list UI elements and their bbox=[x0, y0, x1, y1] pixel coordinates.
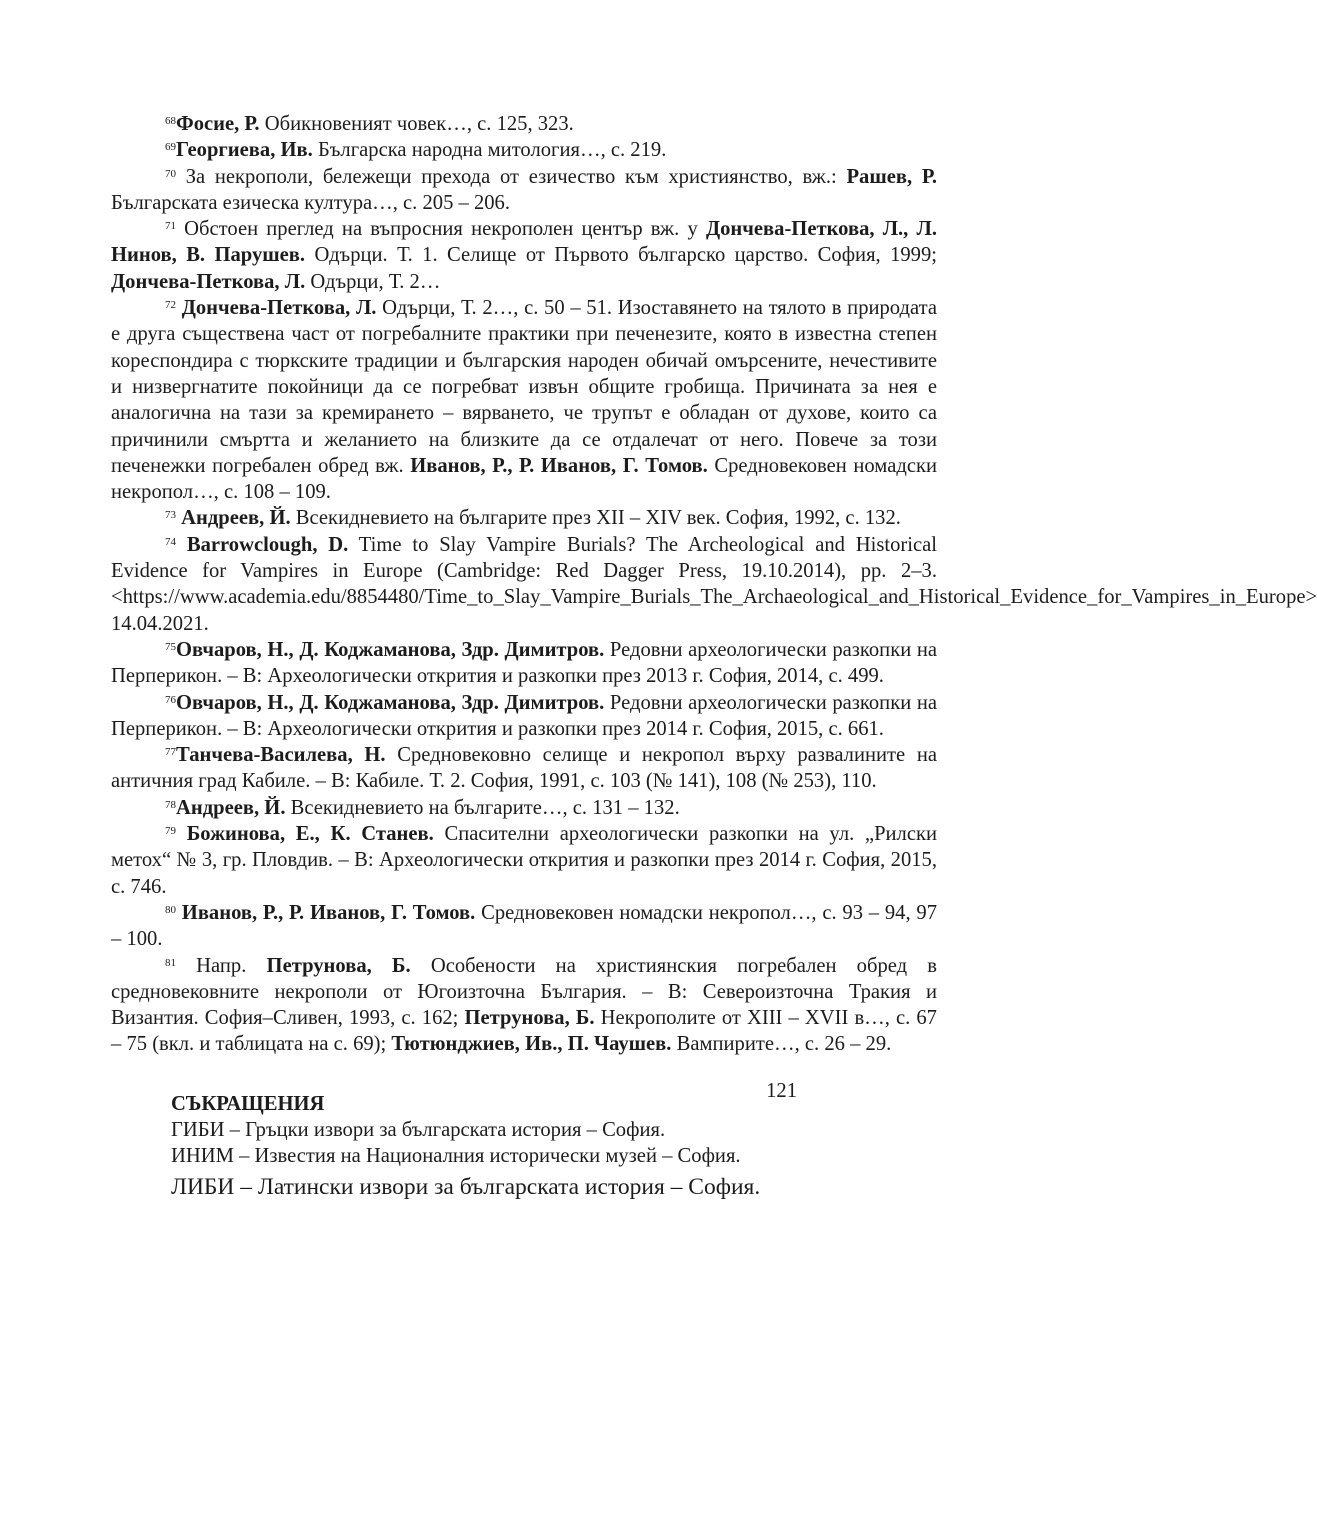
footnote-text: Българската езическа култура…, с. 205 – 206. bbox=[111, 191, 510, 214]
footnote-79 bbox=[111, 821, 937, 900]
footnote-text: Одърци, Т. 2… bbox=[305, 270, 441, 293]
author-name: Андреев, Й. bbox=[176, 796, 286, 819]
footnote-text: Българска народна митология…, с. 219. bbox=[312, 139, 667, 162]
footnote-text: Напр. bbox=[176, 954, 267, 977]
author-name: Рашев, Р. bbox=[846, 165, 937, 188]
author-name: Дончева-Петкова, Л., Л. Нинов, В. Парушев. bbox=[111, 218, 937, 267]
footnote-76 bbox=[111, 690, 937, 743]
footnote-number: 79 bbox=[165, 824, 176, 837]
footnote-number: 76 bbox=[165, 693, 176, 706]
abbreviation-item: ГИБИ – Гръцки извори за българската история – София. bbox=[171, 1118, 666, 1141]
footnote-text: Средновековно селище и некропол върху развалините на античния град Кабиле. – В: Кабиле. Т. 2. София, 1991, с. 103 (№ 141), 108 (№ 253), 110. bbox=[111, 744, 937, 793]
footnote-number: 74 bbox=[165, 535, 176, 548]
abbreviations-section bbox=[111, 1091, 937, 1202]
footnote-68 bbox=[111, 111, 937, 137]
footnote-text: Одърци, Т. 2…, с. 50 – 51. Изоставянето на тялото в природата е друга съществена част от погребалните практики при печенезите, която в известна степен кореспондира с тюркските традиции и българския народен обичай омърсените, нечестивите и низвергнатите покойници да се погребват извън общите гробища. Причината за нея е аналогична на тази за кремирането – вярването, че трупът е обладан от духове, които са причинили смъртта и желанието на близките да се отдалечат от него. Повече за този печенежки погребален обред вж. bbox=[111, 297, 937, 477]
footnote-71 bbox=[111, 216, 937, 295]
footnote-text: Всекидневието на българите…, с. 131 – 132. bbox=[285, 796, 680, 819]
footnote-text bbox=[176, 534, 187, 556]
author-name: Божинова, Е., К. Станев. bbox=[186, 823, 434, 846]
footnote-text: Спасителни археологически разкопки на ул. „Рилски метох“ № 3, гр. Пловдив. – В: Археологически открития и разкопки през 2014 г. София, 2015, с. 746. bbox=[111, 823, 937, 898]
footnote-78 bbox=[111, 795, 937, 821]
footnote-number: 71 bbox=[165, 220, 176, 233]
author-name: Петрунова, Б. bbox=[464, 1007, 595, 1030]
page-number: 121 bbox=[766, 1080, 797, 1102]
footnote-number: 78 bbox=[165, 798, 176, 811]
footnote-text: Редовни археологически разкопки на Перперикон. – В: Археологически открития и разкопки през 2014 г. София, 2015, с. 661. bbox=[111, 691, 938, 740]
author-name: Тютюнджиев, Ив., П. Чаушев. bbox=[391, 1033, 672, 1056]
footnote-text: Особености на християнския погребален обред в средновековните некрополи от Югоизточна България. – В: Североизточна Тракия и Византия. София–Сливен, 1993, с. 162; bbox=[111, 954, 937, 1030]
footnote-number: 73 bbox=[165, 509, 176, 522]
footnote-number: 75 bbox=[165, 640, 176, 653]
footnote-text: Средновековен номадски некропол…, с. 93 – 94, 97 – 100. bbox=[111, 901, 937, 951]
footnote-77 bbox=[111, 742, 937, 795]
footnote-text: Некрополите от XIII – XVII в…, с. 67 – 75 (вкл. и таблицата на с. 69); bbox=[111, 1007, 937, 1056]
footnotes bbox=[111, 111, 1317, 1058]
footnote-69 bbox=[111, 137, 937, 163]
page-body bbox=[111, 111, 1317, 1202]
footnote-text: Средновековен номадски некропол…, с. 108 – 109. bbox=[111, 454, 937, 504]
author-name: Георгиева, Ив. bbox=[176, 139, 313, 162]
abbreviation-item: ЛИБИ – Латински извори за българската история – София. bbox=[171, 1173, 761, 1200]
author-name: Петрунова, Б. bbox=[266, 954, 411, 977]
author-name: Овчаров, Н., Д. Коджаманова, Здр. Димитров. bbox=[176, 691, 605, 714]
footnote-text: За некрополи, бележещи прехода от езичество към християнство, вж.: bbox=[176, 165, 847, 188]
footnote-text: Time to Slay Vampire Burials? The Archeological and Historical Evidence for Vampires in Europe (Cambridge: Red Dagger Press, 19.10.2014), pp. 2–3. <https://www.academia.edu/8854480/Time_to_Slay_Vampire_Burials_The_Archaeological_and_Historical_Evidence_for_Vampires_in_Europe> 14.04.2021. bbox=[111, 533, 1317, 635]
footnote-text: Вампирите…, с. 26 – 29. bbox=[671, 1033, 892, 1056]
abbreviation-item: ИНИМ – Известия на Националния исторически музей – София. bbox=[171, 1145, 741, 1168]
author-name: Дончева-Петкова, Л. bbox=[111, 270, 306, 293]
author-name: Танчева-Василева, Н. bbox=[176, 744, 386, 767]
footnote-72 bbox=[111, 295, 937, 505]
author-name: Дончева-Петкова, Л. bbox=[181, 297, 377, 320]
footnote-text: Одърци. Т. 1. Селище от Първото българско царство. София, 1999; bbox=[305, 244, 937, 267]
author-name: Иванов, Р., Р. Иванов, Г. Томов. bbox=[410, 454, 708, 477]
footnote-73 bbox=[111, 505, 937, 531]
author-name: Barrowclough, D. bbox=[186, 533, 349, 556]
footnote-number: 70 bbox=[165, 167, 176, 180]
author-name: Овчаров, Н., Д. Коджаманова, Здр. Димитров. bbox=[176, 638, 605, 661]
footnote-75 bbox=[111, 637, 937, 690]
footnote-74 bbox=[111, 532, 1317, 637]
footnote-text: Всекидневието на българите през XII – XIV век. София, 1992, с. 132. bbox=[290, 507, 901, 530]
footnote-text: Обикновеният човек…, с. 125, 323. bbox=[259, 113, 574, 135]
footnote-text bbox=[176, 823, 187, 845]
footnote-number: 80 bbox=[165, 903, 176, 916]
author-name: Иванов, Р., Р. Иванов, Г. Томов. bbox=[181, 901, 476, 924]
footnote-number: 72 bbox=[165, 299, 176, 312]
footnote-number: 69 bbox=[165, 141, 176, 154]
author-name: Фосие, Р. bbox=[176, 113, 260, 135]
abbreviations-heading: СЪКРАЩЕНИЯ bbox=[171, 1092, 325, 1115]
footnote-number: 77 bbox=[165, 746, 176, 759]
footnote-81 bbox=[111, 953, 937, 1058]
footnote-70 bbox=[111, 164, 937, 217]
footnote-text: Редовни археологически разкопки на Перперикон. – В: Археологически открития и разкопки през 2013 г. София, 2014, с. 499. bbox=[111, 638, 938, 688]
footnote-number: 81 bbox=[165, 956, 176, 969]
footnote-number: 68 bbox=[165, 114, 176, 127]
footnote-80 bbox=[111, 900, 937, 953]
footnote-text: Обстоен преглед на въпросния некрополен център вж. у bbox=[176, 218, 706, 241]
author-name: Андреев, Й. bbox=[181, 507, 291, 530]
